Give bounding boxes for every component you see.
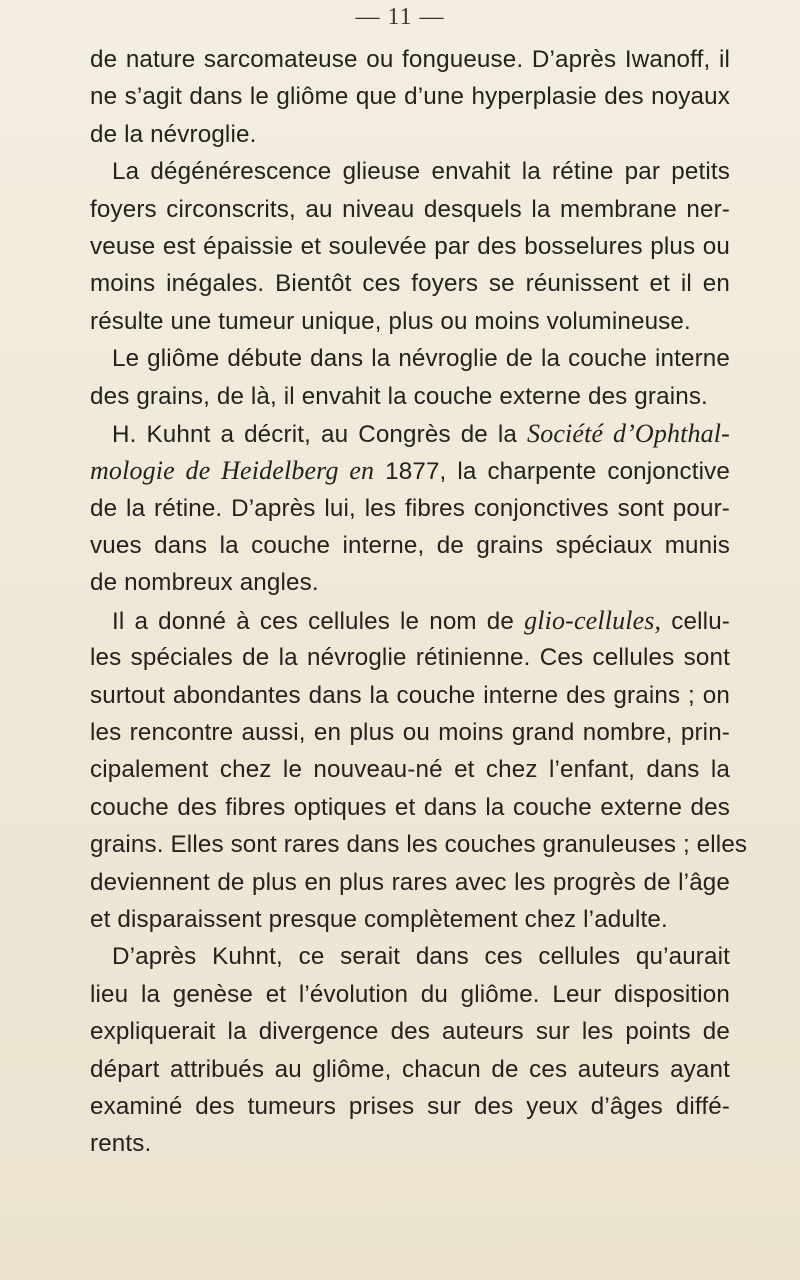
text-segment: de la rétine. D’après lui, les fibres conjonctives sont pour- xyxy=(90,494,730,522)
text-line xyxy=(90,1125,730,1162)
text-segment: La dégénérescence glieuse envahit la rétine par petits xyxy=(112,158,730,186)
text-segment: cellu- xyxy=(661,607,730,635)
text-segment: Il a donné à ces cellules le nom de xyxy=(112,607,525,635)
text-line xyxy=(90,41,730,78)
text-line xyxy=(90,564,730,601)
text-line xyxy=(90,864,730,901)
text-line xyxy=(90,1013,730,1050)
text-segment: deviennent de plus en plus rares avec les progrès de l’âge xyxy=(90,868,730,896)
text-segment: lieu la genèse et l’évolution du gliôme. Leur disposition xyxy=(90,980,730,1008)
text-segment: moins inégales. Bientôt ces foyers se réunissent et il en xyxy=(90,270,730,298)
text-segment: examiné des tumeurs prises sur des yeux d’âges diffé- xyxy=(90,1092,730,1120)
italic-text: Société d’Ophthal- xyxy=(527,418,730,448)
text-segment: H. Kuhnt a décrit, au Congrès de la xyxy=(112,420,528,448)
text-segment: rents. xyxy=(90,1130,152,1158)
text-line xyxy=(90,938,730,975)
italic-text: mologie de Heidelberg en xyxy=(90,456,375,486)
text-line xyxy=(90,415,730,452)
text-segment: cipalement chez le nouveau-né et chez l’enfant, dans la xyxy=(90,756,730,784)
text-segment: foyers circonscrits, au niveau desquels la membrane ner- xyxy=(90,195,730,223)
text-segment: expliquerait la divergence des auteurs sur les points de xyxy=(90,1018,730,1046)
text-segment: des grains, de là, il envahit la couche externe des grains. xyxy=(90,382,708,410)
text-line xyxy=(90,1088,730,1125)
text-line xyxy=(90,378,730,415)
text-line xyxy=(90,789,730,826)
text-line xyxy=(90,265,730,302)
text-line xyxy=(90,116,730,153)
text-segment: départ attribués au gliôme, chacun de ces auteurs ayant xyxy=(90,1055,730,1083)
text-line xyxy=(90,639,730,676)
text-segment: vues dans la couche interne, de grains spéciaux munis xyxy=(90,532,730,560)
text-line xyxy=(90,602,730,639)
text-line xyxy=(90,1051,730,1088)
text-line xyxy=(90,303,730,340)
italic-text: glio-cellules, xyxy=(524,605,662,635)
body-text xyxy=(90,41,748,1163)
text-segment: les spéciales de la névroglie rétinienne. Ces cellules sont xyxy=(90,644,730,672)
text-line xyxy=(90,490,730,527)
text-line xyxy=(90,714,730,751)
text-segment: Le gliôme débute dans la névroglie de la couche interne xyxy=(112,345,730,373)
text-segment: veuse est épaissie et soulevée par des bosselures plus ou xyxy=(90,232,730,260)
text-line xyxy=(90,191,730,228)
text-line xyxy=(90,228,730,265)
text-line xyxy=(90,826,748,863)
text-segment: 1877, la charpente conjonctive xyxy=(374,458,730,486)
text-line xyxy=(90,901,730,938)
text-line xyxy=(90,340,730,377)
text-segment: surtout abondantes dans la couche interne des grains ; on xyxy=(90,681,730,709)
text-segment: de la névroglie. xyxy=(90,120,257,148)
text-segment: couche des fibres optiques et dans la couche externe des xyxy=(90,793,730,821)
text-line xyxy=(90,677,730,714)
text-segment: résulte une tumeur unique, plus ou moins volumineuse. xyxy=(90,307,691,335)
text-segment: et disparaissent presque complètement chez l’adulte. xyxy=(90,905,668,933)
text-segment: D’après Kuhnt, ce serait dans ces cellules qu’aurait xyxy=(112,943,730,971)
text-segment: de nature sarcomateuse ou fongueuse. D’après Iwanoff, il xyxy=(90,46,730,73)
text-line xyxy=(90,78,730,115)
text-segment: grains. Elles sont rares dans les couches granuleuses ; elles xyxy=(90,831,748,859)
text-line xyxy=(90,751,730,788)
text-line xyxy=(90,153,730,190)
text-segment: les rencontre aussi, en plus ou moins grand nombre, prin- xyxy=(90,719,730,747)
text-segment: ne s’agit dans le gliôme que d’une hyperplasie des noyaux xyxy=(90,83,730,111)
text-line xyxy=(90,976,730,1013)
text-segment: de nombreux angles. xyxy=(90,569,319,597)
text-line xyxy=(90,527,730,564)
page-number: — 11 — xyxy=(355,4,445,30)
text-line xyxy=(90,452,730,489)
